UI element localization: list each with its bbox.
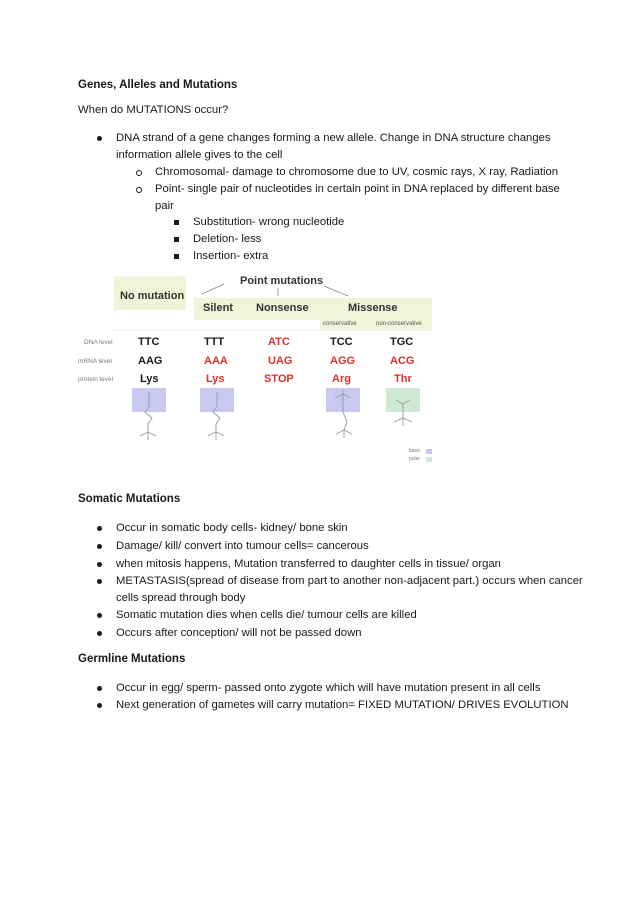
non-conservative-label: non-conservative [376, 321, 422, 327]
intro-bullet-text: DNA strand of a gene changes forming a new allele. Change in DNA structure changes information allele gives to the cell [116, 132, 551, 161]
mrna-cell: UAG [268, 355, 293, 367]
mrna-cell: AGG [330, 355, 356, 367]
subsub-bullet-text: Substitution- wrong nucleotide [193, 216, 345, 228]
bullet-circle-icon [136, 164, 142, 182]
bullet-dot-icon [97, 573, 102, 590]
bullet-dot-icon [97, 680, 102, 697]
somatic-heading: Somatic Mutations [78, 493, 181, 505]
bullet-square-icon [174, 231, 179, 248]
row-label-dna: DNA level [84, 339, 113, 346]
document-title: Genes, Alleles and Mutations [78, 79, 238, 91]
protein-cell: Lys [206, 373, 225, 385]
somatic-item-text: Occur in somatic body cells- kidney/ bone skin [116, 522, 348, 534]
mrna-cell: ACG [390, 355, 415, 367]
somatic-item-text: METASTASIS(spread of disease from part to another non-adjacent part.) occurs when cancer cells spread through body [116, 575, 583, 604]
germline-item-text: Occur in egg/ sperm- passed onto zygote which will have mutation present in all cells [116, 682, 541, 694]
point-mutation-figure [76, 272, 436, 467]
sub-bullet-text: Chromosomal- damage to chromosome due to UV, cosmic rays, X ray, Radiation [155, 166, 559, 178]
dna-cell: TGC [390, 336, 414, 348]
bullet-dot-icon [97, 520, 102, 537]
protein-cell: STOP [264, 373, 294, 385]
somatic-item-text: Occurs after conception/ will not be passed down [116, 627, 362, 639]
germline-heading: Germline Mutations [78, 653, 186, 665]
bullet-square-icon [174, 248, 179, 265]
bullet-dot-icon [97, 607, 102, 624]
somatic-item-text: Damage/ kill/ convert into tumour cells= cancerous [116, 540, 369, 552]
bullet-circle-icon [136, 181, 142, 199]
legend-basic-label: basic [409, 448, 421, 454]
row-label-protein: protein level [78, 376, 114, 383]
mrna-cell: AAA [204, 355, 228, 367]
silent-label: Silent [203, 302, 233, 314]
germline-item-text: Next generation of gametes will carry mutation= FIXED MUTATION/ DRIVES EVOLUTION [116, 699, 569, 711]
missense-label: Missense [348, 302, 398, 314]
dna-cell: TCC [330, 336, 353, 348]
bullet-dot-icon [97, 556, 102, 573]
dna-cell: TTC [138, 336, 160, 348]
somatic-item-text: when mitosis happens, Mutation transferred to daughter cells in tissue/ organ [116, 558, 501, 570]
bullet-dot-icon [97, 697, 102, 714]
row-label-mrna: mRNA level [78, 358, 112, 365]
subsub-bullet-text: Deletion- less [193, 233, 262, 245]
side-chain-sketches [140, 390, 412, 440]
nonsense-label: Nonsense [256, 302, 309, 314]
bullet-dot-icon [97, 130, 102, 147]
protein-cell: Lys [140, 373, 159, 385]
bullet-dot-icon [97, 625, 102, 642]
no-mutation-label: No mutation [120, 290, 185, 302]
question-text: When do MUTATIONS occur? [78, 104, 229, 116]
subsub-bullet-text: Insertion- extra [193, 250, 269, 262]
somatic-item-text: Somatic mutation dies when cells die/ tumour cells are killed [116, 609, 417, 621]
bullet-square-icon [174, 214, 179, 231]
protein-cell: Thr [394, 373, 412, 385]
sub-bullet-text: Point- single pair of nucleotides in certain point in DNA replaced by different base pair [155, 183, 560, 212]
mrna-cell: AAG [138, 355, 163, 367]
legend-polar-label: polar [409, 456, 421, 462]
bullet-dot-icon [97, 538, 102, 555]
point-mutations-label: Point mutations [240, 275, 324, 287]
dna-cell: TTT [204, 336, 225, 348]
dna-cell: ATC [268, 336, 290, 348]
protein-cell: Arg [332, 373, 351, 385]
conservative-label: conservative [323, 321, 357, 327]
